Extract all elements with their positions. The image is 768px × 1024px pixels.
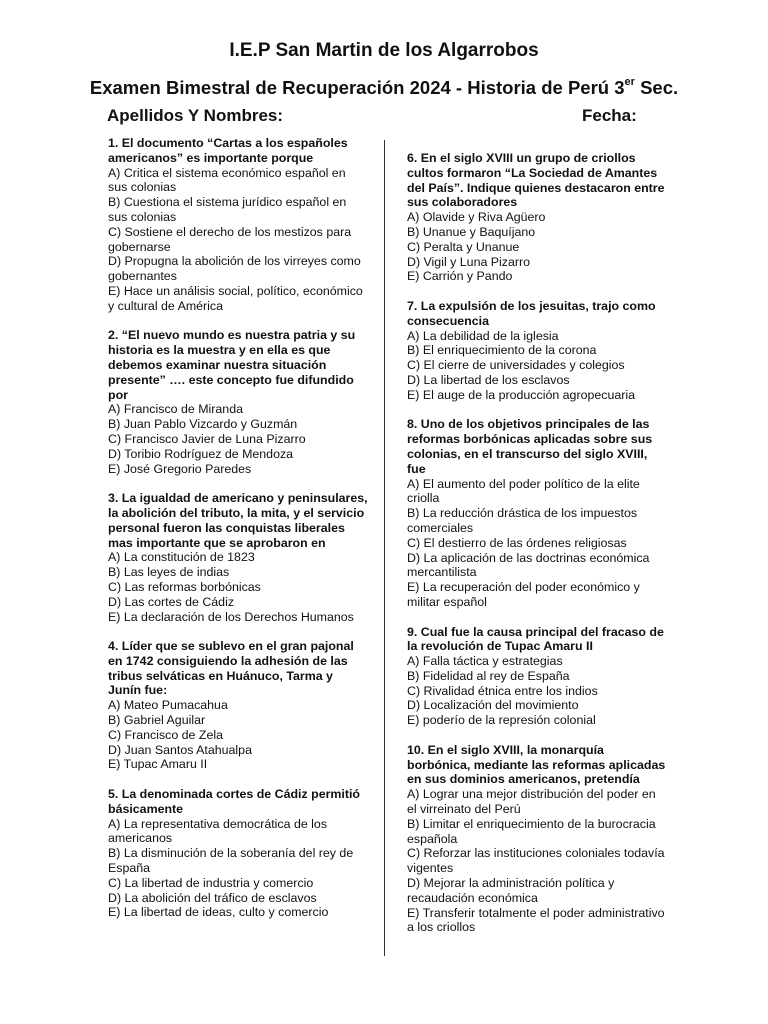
option-d: D) Localización del movimiento — [407, 698, 579, 713]
option-d: D) Mejorar la administración política y recaudación económica — [407, 876, 615, 905]
option-c: C) Rivalidad étnica entre los indios — [407, 683, 598, 698]
option-a: A) La constitución de 1823 — [108, 550, 255, 565]
option-a: A) Francisco de Miranda — [108, 402, 243, 417]
exam-title — [0, 76, 768, 99]
question-2 — [108, 328, 368, 476]
school-name: I.E.P San Martin de los Algarrobos — [229, 40, 539, 61]
question-text: 8. Uno de los objetivos principales de las reformas borbónicas aplicadas sobre sus colonias, en el transcurso del siglo XVIII, fue — [407, 417, 653, 476]
option-c: C) Francisco de Zela — [108, 727, 223, 742]
option-a: A) La debilidad de la iglesia — [407, 328, 559, 343]
option-c: C) Francisco Javier de Luna Pizarro — [108, 431, 306, 446]
option-e: E) Hace un análisis social, político, económico y cultural de América — [108, 283, 363, 313]
exam-title-suffix: Sec. — [634, 77, 679, 98]
option-a: A) Lograr una mejor distribución del poder en el virreinato del Perú — [407, 787, 656, 817]
question-3 — [108, 491, 368, 624]
option-c: C) El cierre de universidades y colegios — [407, 358, 625, 373]
option-e: E) La recuperación del poder económico y militar español — [407, 580, 640, 609]
option-c: C) Peralta y Unanue — [407, 239, 520, 254]
option-d: D) La abolición del tráfico de esclavos — [108, 890, 317, 905]
option-d: D) Juan Santos Atahualpa — [108, 742, 252, 757]
option-a: A) Mateo Pumacahua — [108, 698, 228, 713]
option-c: C) El destierro de las órdenes religiosas — [407, 535, 627, 550]
question-4 — [108, 639, 368, 772]
option-d: D) Las cortes de Cádiz — [108, 594, 235, 609]
option-b: B) La reducción drástica de los impuestos comerciales — [407, 506, 638, 535]
question-text: 9. Cual fue la causa principal del fracaso de la revolución de Tupac Amaru II — [407, 624, 664, 654]
question-9 — [407, 625, 667, 729]
option-b: B) Juan Pablo Vizcardo y Guzmán — [108, 417, 298, 432]
question-text: 6. En el siglo XVIII un grupo de criollos cultos formaron “La Sociedad de Amantes del País”. Indique quienes destacaron entre sus colaboradores — [407, 151, 665, 210]
question-text: 10. En el siglo XVIII, la monarquía borbónica, mediante las reformas aplicadas en sus dominios americanos, pretendía — [407, 742, 666, 787]
question-6 — [407, 151, 667, 284]
option-e: E) El auge de la producción agropecuaria — [407, 387, 635, 402]
option-e: E) José Gregorio Paredes — [108, 461, 252, 476]
option-e: E) La declaración de los Derechos Humanos — [108, 609, 354, 624]
option-a: A) Falla táctica y estrategias — [407, 654, 563, 669]
option-b: B) Fidelidad al rey de España — [407, 668, 570, 683]
column-divider — [384, 140, 385, 956]
option-d: D) La libertad de los esclavos — [407, 372, 570, 387]
question-1 — [108, 136, 368, 314]
option-e: E) Carrión y Pando — [407, 269, 513, 284]
question-8 — [407, 417, 667, 609]
option-d: D) Toribio Rodríguez de Mendoza — [108, 446, 294, 461]
option-c: C) La libertad de industria y comercio — [108, 875, 314, 890]
option-b: B) El enriquecimiento de la corona — [407, 343, 597, 358]
question-10 — [407, 743, 667, 935]
option-d: D) Vigil y Luna Pizarro — [407, 254, 531, 269]
option-b: B) Unanue y Baquíjano — [407, 224, 536, 239]
question-text: 4. Líder que se sublevo en el gran pajonal en 1742 consiguiendo la adhesión de las tribus selváticas en Huánuco, Tarma y Junín fue: — [108, 639, 354, 698]
exam-title-superscript: er — [624, 76, 635, 88]
option-a: A) Olavide y Riva Agüero — [407, 210, 546, 225]
option-e: E) La libertad de ideas, culto y comercio — [108, 905, 329, 920]
option-c: C) Las reformas borbónicas — [108, 579, 261, 594]
option-a: A) Critica el sistema económico español en sus colonias — [108, 165, 346, 195]
option-a: A) La representativa democrática de los americanos — [108, 816, 328, 846]
question-text: 3. La igualdad de americano y peninsulares, la abolición del tributo, la mita, y el servicio personal fueron las conquistas liberales mas importante que se aprobaron en — [108, 491, 368, 550]
left-column — [108, 136, 368, 935]
question-7 — [407, 299, 667, 403]
option-a: A) El aumento del poder político de la elite criolla — [407, 476, 640, 506]
name-label: Apellidos Y Nombres: — [107, 106, 284, 125]
option-b: B) Limitar el enriquecimiento de la burocracia española — [407, 816, 656, 846]
question-text: 7. La expulsión de los jesuitas, trajo como consecuencia — [407, 298, 656, 328]
question-text: 5. La denominada cortes de Cádiz permitió básicamente — [108, 787, 360, 816]
option-b: B) La disminución de la soberanía del rey de España — [108, 846, 354, 876]
option-b: B) Las leyes de indias — [108, 565, 230, 580]
question-text: 2. “El nuevo mundo es nuestra patria y su historia es la muestra y en ella es que debemos examinar nuestra situación presente” …. este concepto fue difundido por — [108, 328, 356, 402]
option-e: E) Tupac Amaru II — [108, 757, 208, 772]
question-text: 1. El documento “Cartas a los españoles americanos” es importante porque — [108, 136, 348, 165]
option-b: B) Gabriel Aguilar — [108, 713, 206, 728]
exam-title-main: Examen Bimestral de Recuperación 2024 - Historia de Perú 3 — [89, 77, 625, 98]
question-5 — [108, 787, 368, 920]
option-c: C) Reforzar las instituciones coloniales todavía vigentes — [407, 846, 665, 876]
option-d: D) La aplicación de las doctrinas económica mercantilista — [407, 550, 650, 580]
option-e: E) poderío de la represión colonial — [407, 713, 596, 728]
option-e: E) Transferir totalmente el poder administrativo a los criollos — [407, 905, 665, 935]
right-column — [407, 151, 667, 950]
option-c: C) Sostiene el derecho de los mestizos para gobernarse — [108, 224, 352, 254]
option-b: B) Cuestiona el sistema jurídico español en sus colonias — [108, 195, 347, 224]
option-d: D) Propugna la abolición de los virreyes como gobernantes — [108, 254, 361, 284]
date-label: Fecha: — [582, 106, 637, 125]
